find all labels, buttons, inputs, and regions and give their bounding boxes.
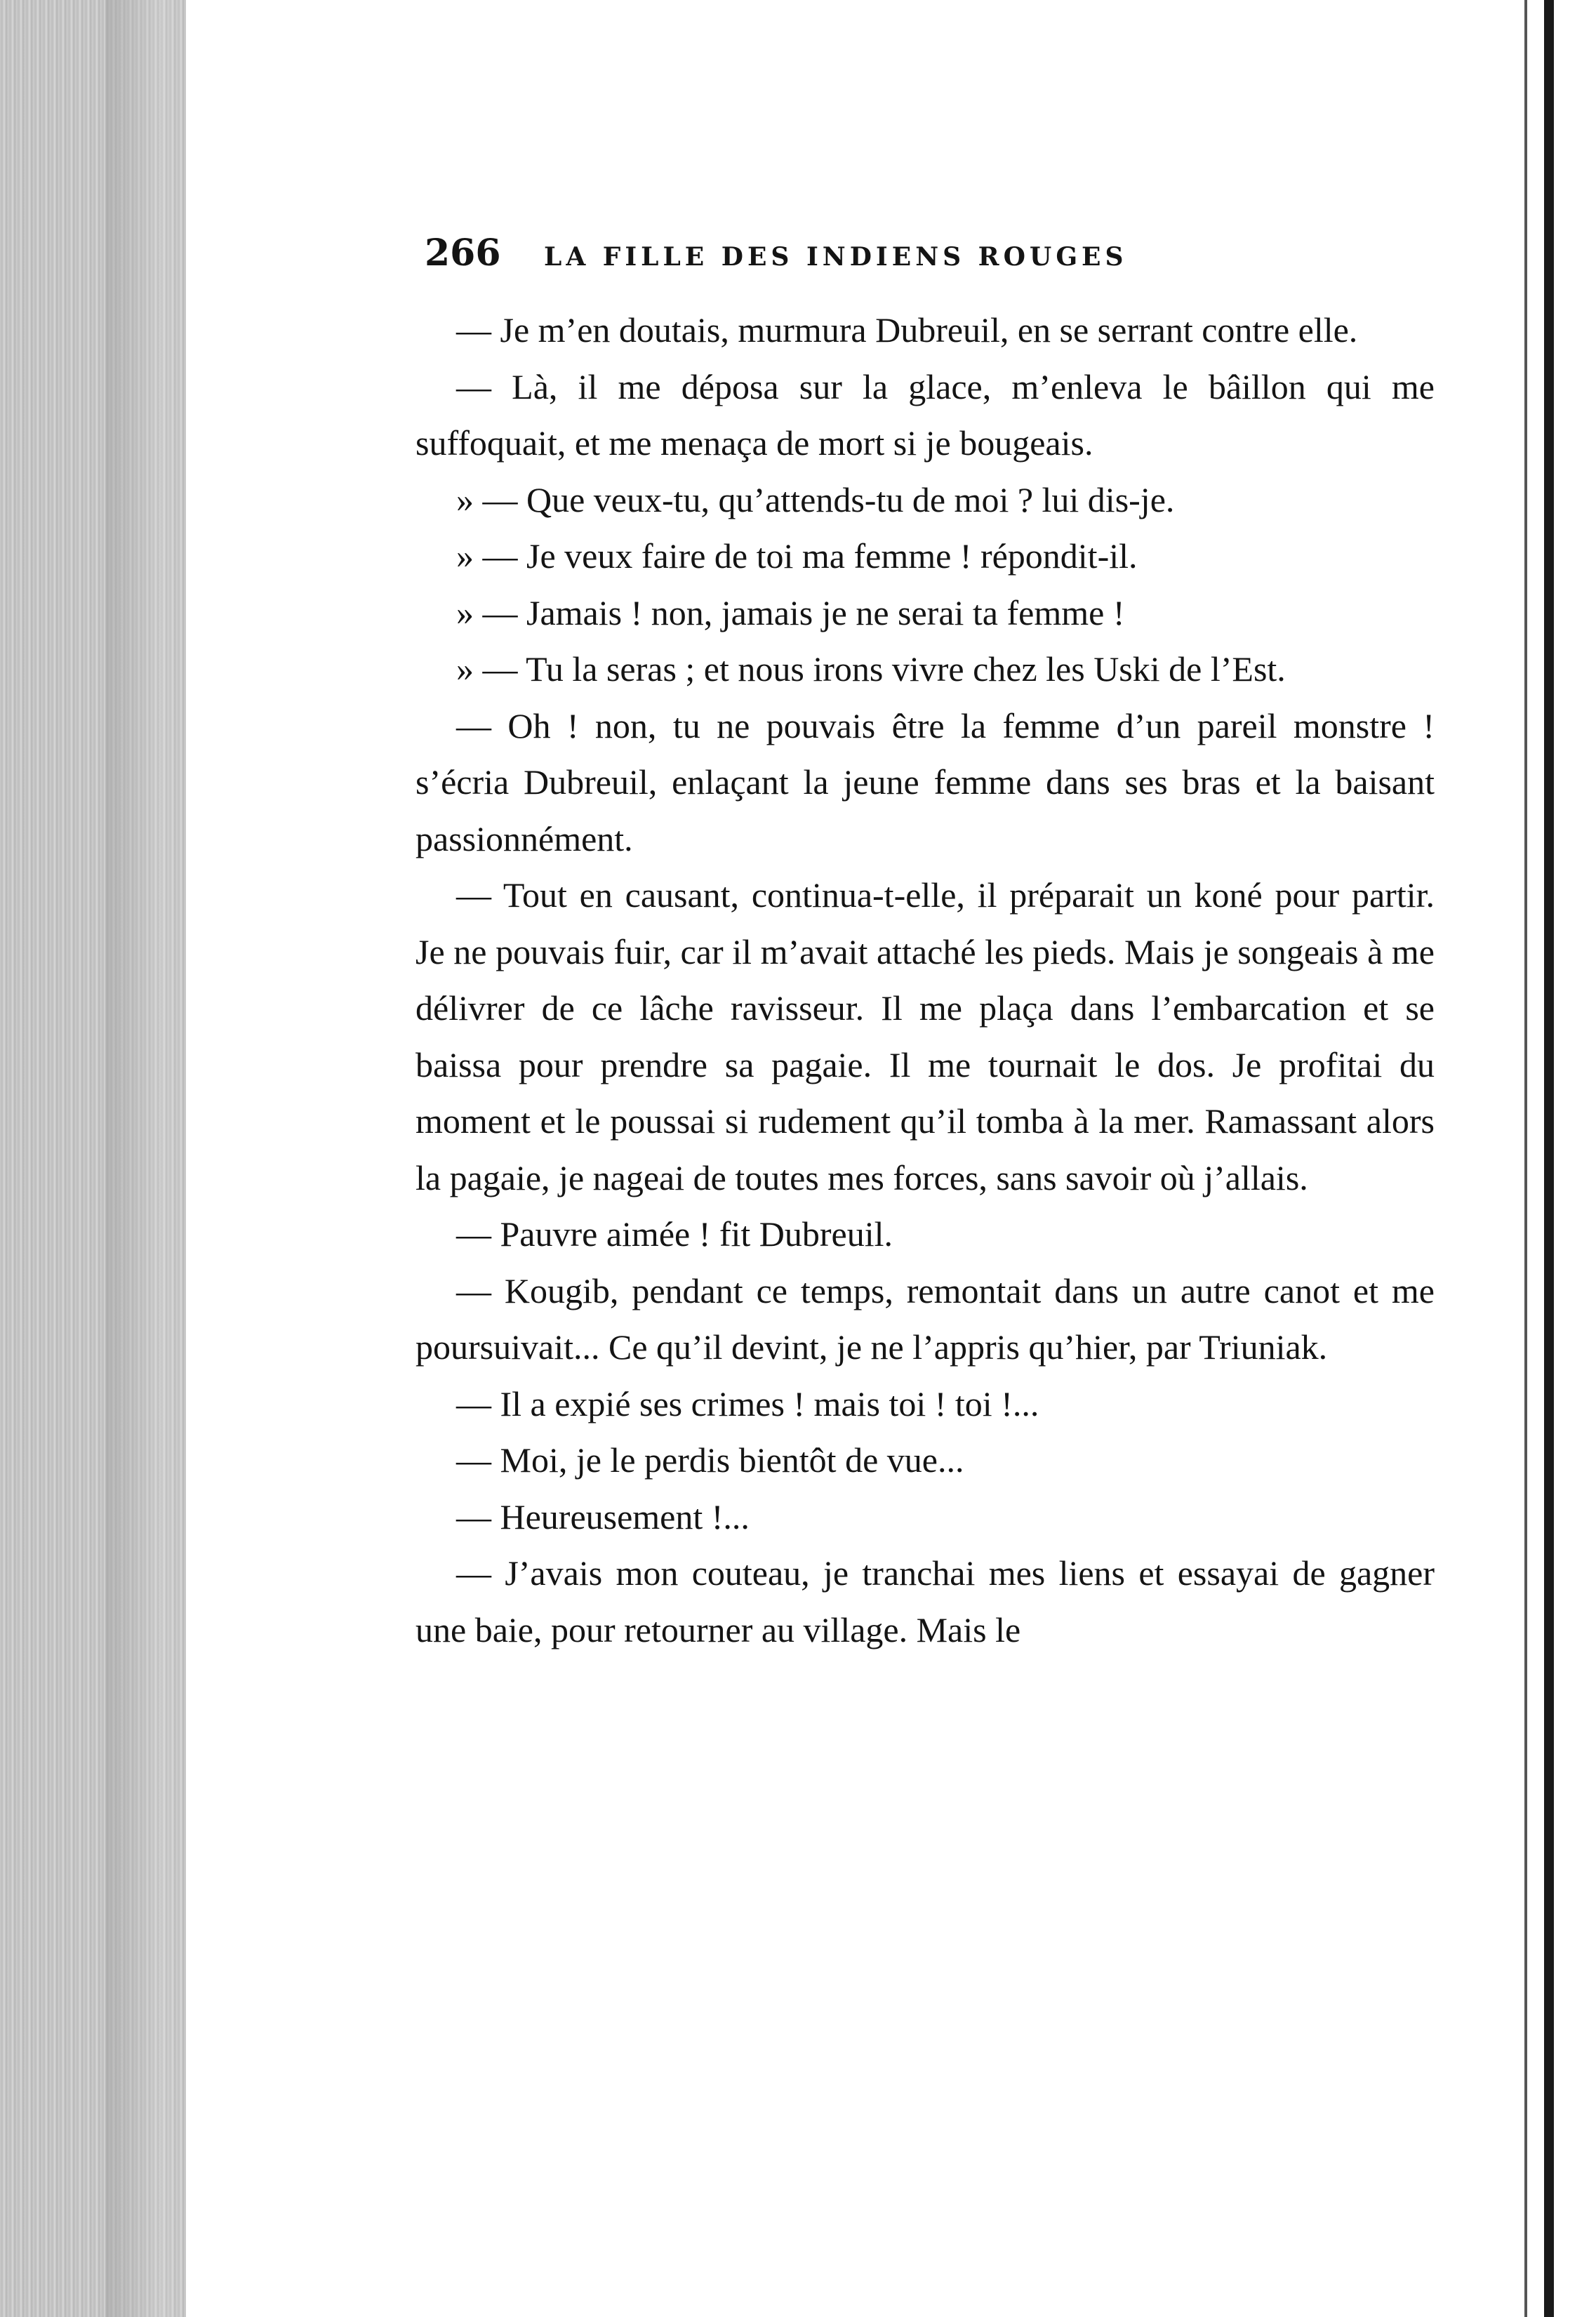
running-head	[425, 232, 1442, 274]
paragraph: — Oh ! non, tu ne pouvais être la femme d’un pareil monstre ! s’écria Dubreuil, enlaçant la jeune femme dans ses bras et la baisant passionnément.	[415, 705, 1435, 858]
right-page-edge-thin	[1524, 0, 1527, 2317]
right-page-edge-border	[1544, 0, 1554, 2317]
paragraph: — Tout en causant, continua-t-elle, il préparait un koné pour partir. Je ne pouvais fuir, car il m’avait attaché les pieds. Mais je songeais à me délivrer de ce lâche ravisseur. Il me plaça dans l’embarcation et se baissa pour prendre sa pagaie. Il me tournait le dos. Je profitai du moment et le poussai si rudement qu’il tomba à la mer. Ramassant alors la pagaie, je nageai de toutes mes forces, sans savoir où j’allais.	[415, 875, 1435, 1197]
paragraph: — Moi, je le perdis bientôt de vue...	[456, 1440, 964, 1480]
paragraph: — J’avais mon couteau, je tranchai mes liens et essayai de gagner une baie, pour retourner au village. Mais le	[415, 1553, 1435, 1649]
paragraph: — Là, il me déposa sur la glace, m’enleva le bâillon qui me suffoquait, et me menaça de mort si je bougeais.	[415, 366, 1435, 463]
paragraph: — Il a expié ses crimes ! mais toi ! toi !...	[456, 1383, 1039, 1423]
paragraph: » — Jamais ! non, jamais je ne serai ta femme !	[456, 592, 1125, 632]
book-title: LA FILLE DES INDIENS ROUGES	[544, 242, 1128, 272]
paragraph: » — Tu la seras ; et nous irons vivre chez les Uski de l’Est.	[456, 649, 1286, 689]
page-number: 266	[425, 232, 501, 274]
paragraph: » — Je veux faire de toi ma femme ! répondit-il.	[456, 536, 1138, 576]
paragraph: » — Que veux-tu, qu’attends-tu de moi ? lui dis-je.	[456, 479, 1175, 519]
paragraph: — Pauvre aimée ! fit Dubreuil.	[456, 1214, 893, 1254]
paragraph: — Heureusement !...	[456, 1496, 750, 1536]
binding-shadow	[105, 0, 186, 2317]
paragraph: — Kougib, pendant ce temps, remontait dans un autre canot et me poursuivait... Ce qu’il devint, je ne l’appris qu’hier, par Triuniak.	[415, 1270, 1435, 1367]
paragraph: — Je m’en doutais, murmura Dubreuil, en se serrant contre elle.	[456, 310, 1358, 350]
body-text	[415, 302, 1435, 1658]
